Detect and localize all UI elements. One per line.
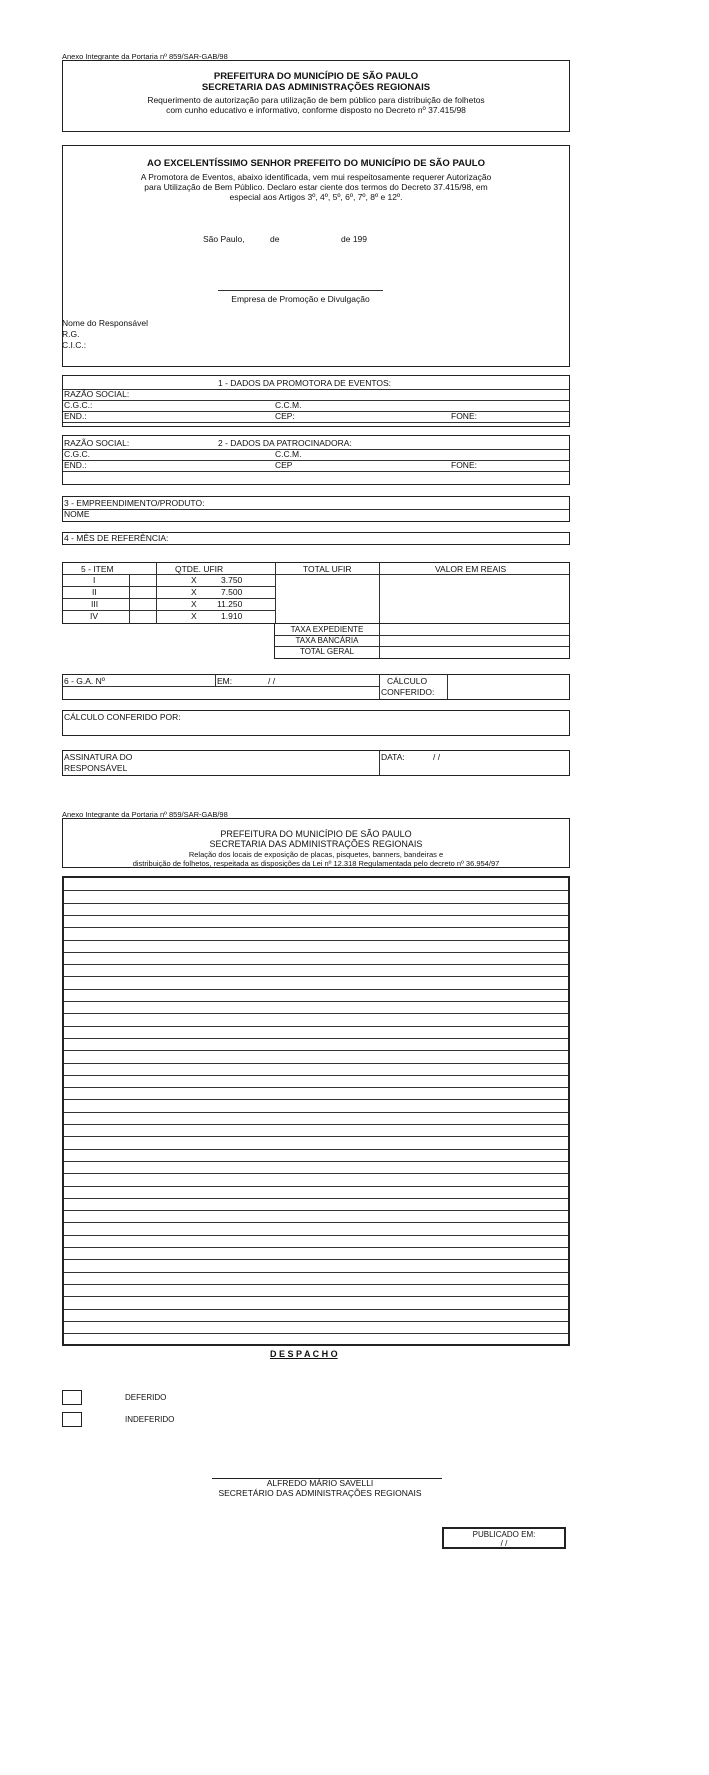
publicado-box — [442, 1527, 566, 1549]
row-x: X — [191, 587, 197, 597]
ruled-line — [64, 1198, 568, 1199]
calc-por-label: CÁLCULO CONFERIDO POR: — [64, 712, 181, 722]
ruled-line — [64, 989, 568, 990]
indeferido-label: INDEFERIDO — [125, 1415, 175, 1424]
ruled-line — [64, 915, 568, 916]
section1-box — [62, 375, 570, 427]
col-total: TOTAL UFIR — [303, 564, 352, 574]
row-ufir: 7.500 — [221, 587, 243, 597]
ruled-line — [64, 903, 568, 904]
ruled-line — [64, 940, 568, 941]
calc-label2: CONFERIDO: — [381, 687, 435, 697]
cic-label: C.I.C.: — [62, 340, 87, 350]
petition-box — [62, 145, 570, 367]
indeferido-checkbox[interactable] — [62, 1412, 82, 1427]
section2-razao: RAZÃO SOCIAL: — [64, 438, 130, 448]
ruled-line — [64, 964, 568, 965]
petition-body1: A Promotora de Eventos, abaixo identificada, vem mui respeitosamente requerer Autorização — [140, 172, 492, 182]
data-date: / / — [433, 752, 441, 762]
publicado-label: PUBLICADO EM: — [472, 1530, 536, 1539]
ruled-line — [64, 1136, 568, 1137]
col-item: 5 - ITEM — [81, 564, 114, 574]
petition-city: São Paulo, — [203, 234, 245, 244]
ruled-line — [64, 976, 568, 977]
calc-por-box — [62, 710, 570, 736]
row-item: III — [91, 599, 99, 609]
row-ufir: 1.910 — [221, 611, 243, 621]
petition-title: AO EXCELENTÍSSIMO SENHOR PREFEITO DO MUNICÍPIO DE SÃO PAULO — [147, 158, 485, 169]
section6-box — [62, 674, 570, 700]
col-valor: VALOR EM REAIS — [435, 564, 507, 574]
total-geral: TOTAL GERAL — [299, 647, 355, 656]
signature-line — [218, 290, 383, 291]
ruled-line — [64, 952, 568, 953]
section3-nome: NOME — [64, 509, 90, 519]
ruled-line — [64, 1149, 568, 1150]
row-ufir: 11.250 — [217, 599, 243, 609]
despacho-title: D E S P A C H O — [270, 1349, 338, 1359]
col-qtde: QTDE. UFIR — [175, 564, 224, 574]
header-box-1 — [62, 60, 570, 132]
header1-line2: SECRETARIA DAS ADMINISTRAÇÕES REGIONAIS — [201, 82, 431, 93]
header2-line3: Relação dos locais de exposição de placas, pisquetes, banners, bandeiras e — [188, 850, 444, 859]
row-x: X — [191, 611, 197, 621]
ruled-line — [64, 1222, 568, 1223]
section3-box — [62, 496, 570, 522]
section2-box — [62, 435, 570, 485]
ruled-line — [64, 1087, 568, 1088]
ruled-line — [64, 1013, 568, 1014]
header1-line3: Requerimento de autorização para utilização de bem público para distribuição de folhetos — [147, 95, 485, 105]
ruled-line — [64, 1099, 568, 1100]
rg-label: R.G. — [62, 329, 80, 339]
header-box-2 — [62, 818, 570, 868]
deferido-label: DEFERIDO — [125, 1393, 167, 1402]
section1-cep: CEP: — [275, 411, 295, 421]
row-item: I — [93, 575, 96, 585]
section6-ga: 6 - G.A. Nº — [64, 676, 105, 686]
ruled-line — [64, 890, 568, 891]
table5-taxes — [274, 623, 570, 659]
signer-title: SECRETÁRIO DAS ADMINISTRAÇÕES REGIONAIS — [218, 1488, 422, 1498]
header2-line2: SECRETARIA DAS ADMINISTRAÇÕES REGIONAIS — [209, 839, 423, 849]
petition-de2: de 199 — [341, 234, 367, 244]
signature-label: Empresa de Promoção e Divulgação — [231, 294, 370, 304]
section1-cgc: C.G.C.: — [64, 400, 93, 410]
header2-line4: distribuição de folhetos, respeitada as disposições da Lei nº 12.318 Regulamentada pelo decreto nº 36.954/97 — [132, 859, 500, 868]
section1-razao: RAZÃO SOCIAL: — [64, 389, 130, 399]
row-x: X — [191, 599, 197, 609]
section1-ccm: C.C.M. — [275, 400, 302, 410]
ruled-line — [64, 1210, 568, 1211]
ruled-line — [64, 1296, 568, 1297]
ruled-line — [64, 1321, 568, 1322]
row-item: II — [92, 587, 97, 597]
petition-de1: de — [270, 234, 280, 244]
ruled-line — [64, 1063, 568, 1064]
ruled-line — [64, 1161, 568, 1162]
header2-line1: PREFEITURA DO MUNICÍPIO DE SÃO PAULO — [220, 829, 412, 839]
resp-name-label: Nome do Responsável — [62, 318, 148, 328]
header1-line1: PREFEITURA DO MUNICÍPIO DE SÃO PAULO — [213, 71, 419, 82]
section4-box — [62, 532, 570, 545]
annex-note-2: Anexo Integrante da Portaria nº 859/SAR-GAB/98 — [62, 810, 228, 819]
section2-cgc: C.G.C. — [64, 449, 90, 459]
taxa-expediente: TAXA EXPEDIENTE — [290, 625, 364, 634]
assinatura-label1: ASSINATURA DO — [64, 752, 133, 762]
section2-ccm: C.C.M. — [275, 449, 302, 459]
section2-end: END.: — [64, 460, 87, 470]
ruled-line — [64, 1050, 568, 1051]
ruled-line — [64, 927, 568, 928]
ruled-line — [64, 1001, 568, 1002]
row-item: IV — [90, 611, 99, 621]
ruled-line — [64, 1075, 568, 1076]
publicado-date: / / — [500, 1539, 508, 1548]
ruled-line — [64, 1124, 568, 1125]
section6-em: EM: — [217, 676, 233, 686]
header1-line4: com cunho educativo e informativo, conforme disposto no Decreto nº 37.415/98 — [166, 105, 466, 115]
calc-label1: CÁLCULO — [387, 676, 428, 686]
petition-body2: para Utilização de Bem Público. Declaro estar ciente dos termos do Decreto 37.415/98, em — [144, 182, 488, 192]
ruled-line — [64, 1259, 568, 1260]
ruled-line — [64, 1026, 568, 1027]
ruled-line — [64, 1112, 568, 1113]
ruled-line — [64, 1272, 568, 1273]
section1-end: END.: — [64, 411, 87, 421]
data-label: DATA: — [381, 752, 405, 762]
taxa-bancaria: TAXA BANCÁRIA — [295, 636, 359, 645]
signature-box — [62, 750, 570, 776]
ruled-line — [64, 1309, 568, 1310]
signer-name: ALFREDO MÁRIO SAVELLI — [266, 1478, 374, 1488]
ruled-line — [64, 1186, 568, 1187]
ruled-line — [64, 1235, 568, 1236]
ruled-line — [64, 1284, 568, 1285]
ruled-line — [64, 1247, 568, 1248]
ruled-line — [64, 1333, 568, 1334]
petition-body3: especial aos Artigos 3º, 4º, 5º, 6º, 7º, 8º e 12º. — [229, 192, 403, 202]
annex-note-1: Anexo Integrante da Portaria nº 859/SAR-GAB/98 — [62, 52, 228, 61]
row-x: X — [191, 575, 197, 585]
deferido-checkbox[interactable] — [62, 1390, 82, 1405]
row-ufir: 3.750 — [221, 575, 243, 585]
assinatura-label2: RESPONSÁVEL — [64, 763, 128, 773]
section2-fone: FONE: — [451, 460, 477, 470]
locations-table — [62, 876, 570, 1346]
section6-em-date: / / — [268, 676, 276, 686]
table5-main — [62, 562, 570, 624]
section2-title: 2 - DADOS DA PATROCINADORA: — [218, 438, 352, 448]
section2-cep: CEP — [275, 460, 293, 470]
section4-title: 4 - MÊS DE REFERÊNCIA: — [64, 533, 169, 543]
section3-title: 3 - EMPREENDIMENTO/PRODUTO: — [64, 498, 205, 508]
ruled-line — [64, 1173, 568, 1174]
section1-fone: FONE: — [451, 411, 477, 421]
ruled-line — [64, 1038, 568, 1039]
section1-title: 1 - DADOS DA PROMOTORA DE EVENTOS: — [218, 378, 392, 388]
